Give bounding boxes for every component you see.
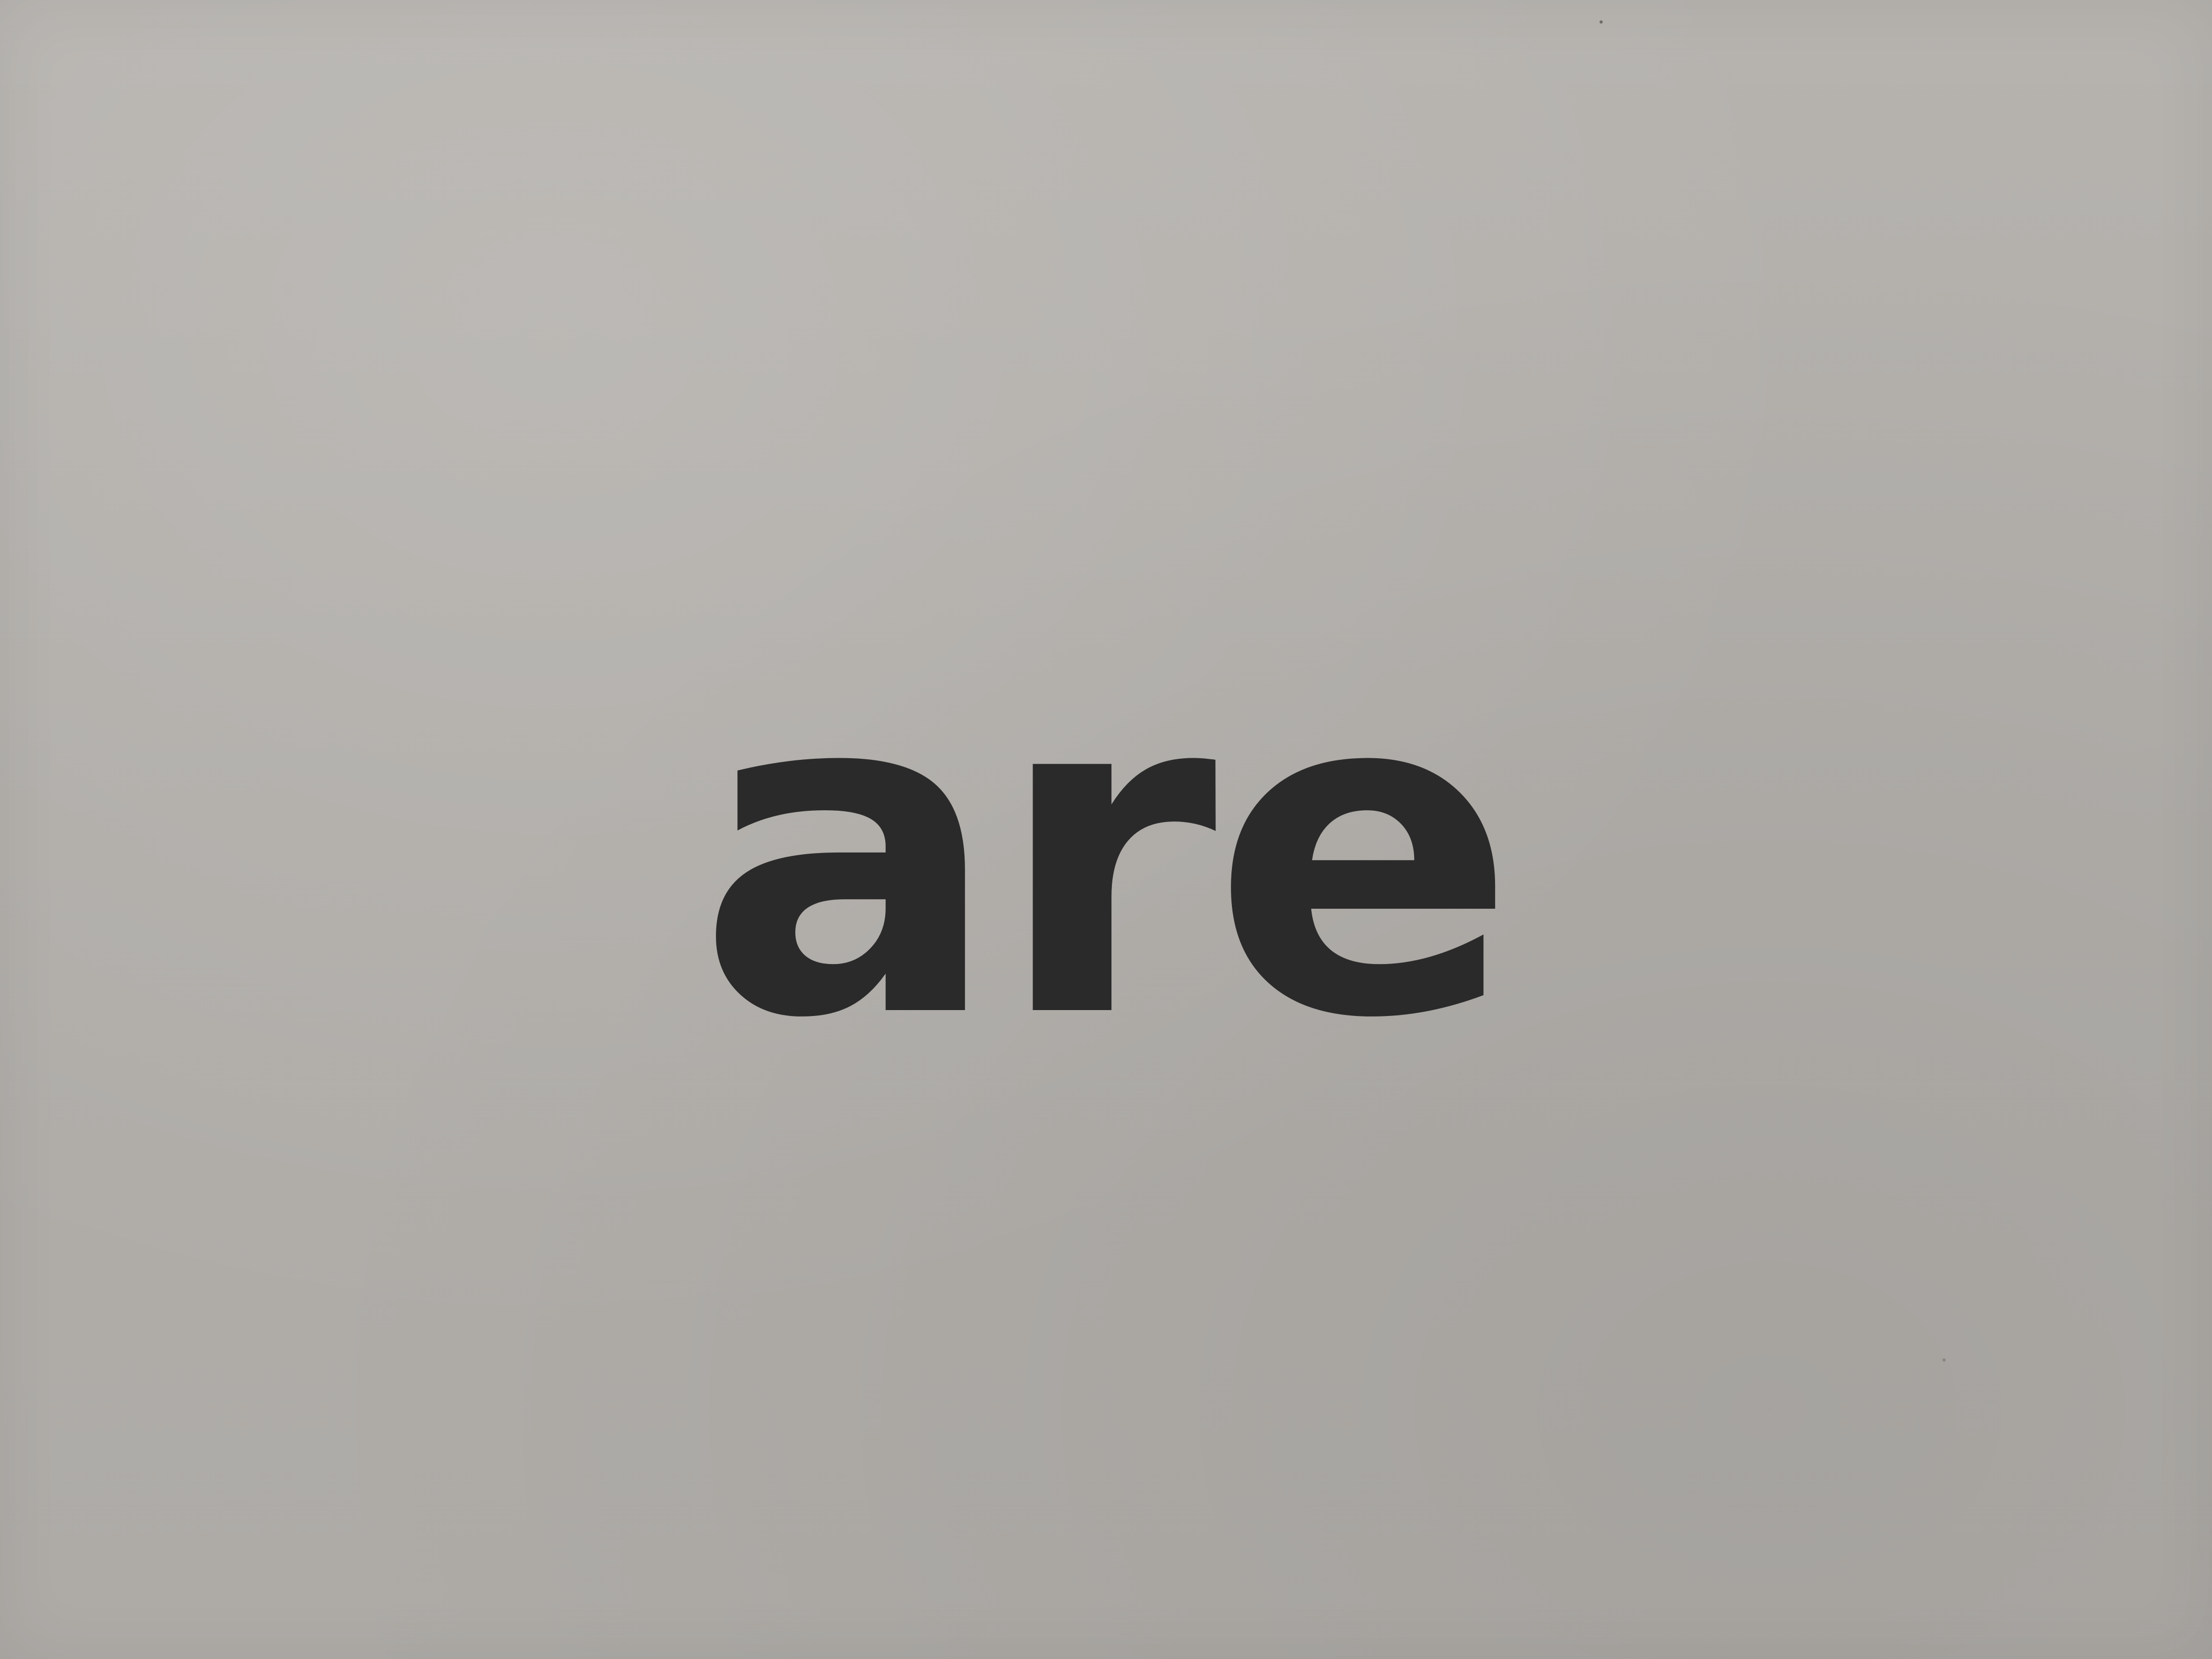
dust-speck (1942, 1358, 1946, 1362)
printed-word: are (697, 593, 1512, 1117)
dust-speck (1600, 20, 1603, 24)
